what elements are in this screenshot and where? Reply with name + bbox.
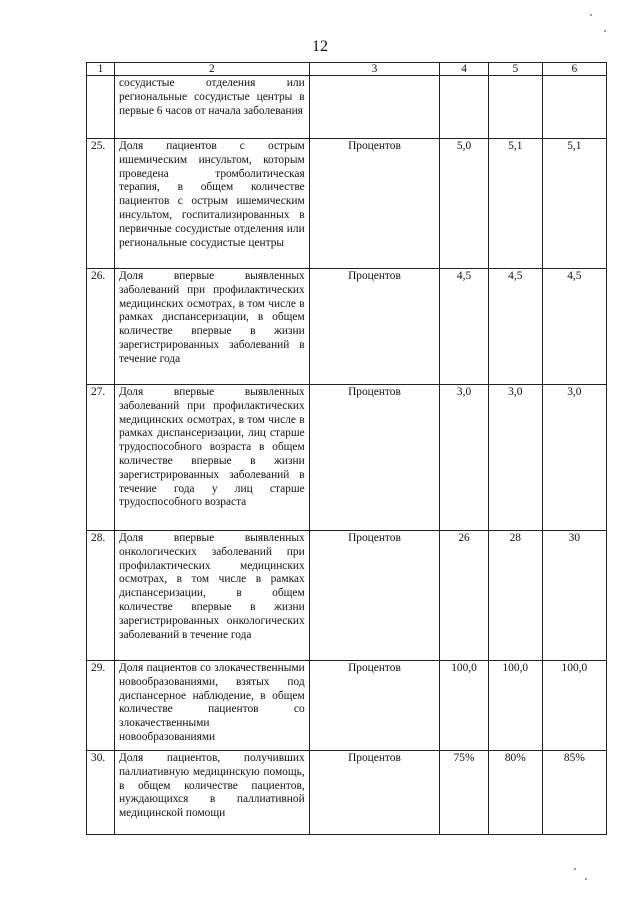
- unit-cell: Процентов: [309, 269, 440, 385]
- indicator-description: сосудистые отделения или региональные сосудистые центры в первые 6 часов от начала заболевания: [114, 76, 309, 139]
- value-cell: [488, 76, 542, 139]
- unit-cell: Процентов: [309, 385, 440, 531]
- value-cell: 4,5: [488, 269, 542, 385]
- scan-speck: [585, 878, 587, 880]
- table-row: [87, 531, 607, 661]
- table-row: [87, 139, 607, 269]
- column-header: 1: [87, 63, 115, 76]
- row-number: 29.: [87, 661, 115, 751]
- indicator-description: Доля пациентов с острым ишемическим инсультом, которым проведена тромболитическая терапия, в общем количестве пациентов с острым ишемическим инсультом, госпитализированных в первичные сосудистые отделения или региональные сосудистые центры: [114, 139, 309, 269]
- row-number: [87, 76, 115, 139]
- row-number: 26.: [87, 269, 115, 385]
- unit-cell: [309, 76, 440, 139]
- row-number: 25.: [87, 139, 115, 269]
- indicator-description: Доля впервые выявленных заболеваний при профилактических медицинских осмотрах, в том числе в рамках диспансеризации, в общем количестве впервые в жизни зарегистрированных заболеваний в течение года: [114, 269, 309, 385]
- page-number: 12: [312, 38, 328, 55]
- value-cell: [440, 76, 489, 139]
- unit-cell: Процентов: [309, 139, 440, 269]
- row-number: 27.: [87, 385, 115, 531]
- indicators-table: [86, 62, 607, 835]
- unit-cell: Процентов: [309, 531, 440, 661]
- indicator-description: Доля пациентов со злокачественными новообразованиями, взятых под диспансерное наблюдение, в общем количестве пациентов со злокачественными новообразованиями: [114, 661, 309, 751]
- scan-speck: [590, 14, 592, 16]
- column-header: 3: [309, 63, 440, 76]
- unit-cell: Процентов: [309, 661, 440, 751]
- indicator-description: Доля впервые выявленных заболеваний при профилактических медицинских осмотрах, в том числе в рамках диспансеризации, лиц старше трудоспособного возраста в общем количестве впервые в жизни зарегистрированных заболеваний в течение года у лиц старше трудоспособного возраста: [114, 385, 309, 531]
- value-cell: 75%: [440, 751, 489, 835]
- scan-speck: [604, 30, 606, 32]
- value-cell: 4,5: [440, 269, 489, 385]
- value-cell: 5,1: [488, 139, 542, 269]
- value-cell: 85%: [542, 751, 606, 835]
- table-row: [87, 751, 607, 835]
- value-cell: 5,1: [542, 139, 606, 269]
- value-cell: 3,0: [440, 385, 489, 531]
- value-cell: 4,5: [542, 269, 606, 385]
- unit-cell: Процентов: [309, 751, 440, 835]
- column-header: 6: [542, 63, 606, 76]
- column-header: 5: [488, 63, 542, 76]
- value-cell: 80%: [488, 751, 542, 835]
- value-cell: 3,0: [542, 385, 606, 531]
- row-number: 30.: [87, 751, 115, 835]
- value-cell: 5,0: [440, 139, 489, 269]
- table-row: [87, 269, 607, 385]
- value-cell: 30: [542, 531, 606, 661]
- table-row: [87, 661, 607, 751]
- table-header-row: [87, 63, 607, 76]
- table-row: [87, 76, 607, 139]
- indicator-description: Доля впервые выявленных онкологических заболеваний при профилактических медицинских осмотрах, в том числе в рамках диспансеризации, в общем количестве впервые в жизни зарегистрированных онкологических заболеваний в течение года: [114, 531, 309, 661]
- value-cell: 100,0: [440, 661, 489, 751]
- column-header: 4: [440, 63, 489, 76]
- column-header: 2: [114, 63, 309, 76]
- value-cell: 28: [488, 531, 542, 661]
- value-cell: 100,0: [542, 661, 606, 751]
- indicator-description: Доля пациентов, получивших паллиативную медицинскую помощь, в общем количестве пациентов, нуждающихся в паллиативной медицинской помощи: [114, 751, 309, 835]
- value-cell: 26: [440, 531, 489, 661]
- value-cell: 100,0: [488, 661, 542, 751]
- value-cell: 3,0: [488, 385, 542, 531]
- scan-speck: [574, 868, 576, 870]
- table-row: [87, 385, 607, 531]
- value-cell: [542, 76, 606, 139]
- row-number: 28.: [87, 531, 115, 661]
